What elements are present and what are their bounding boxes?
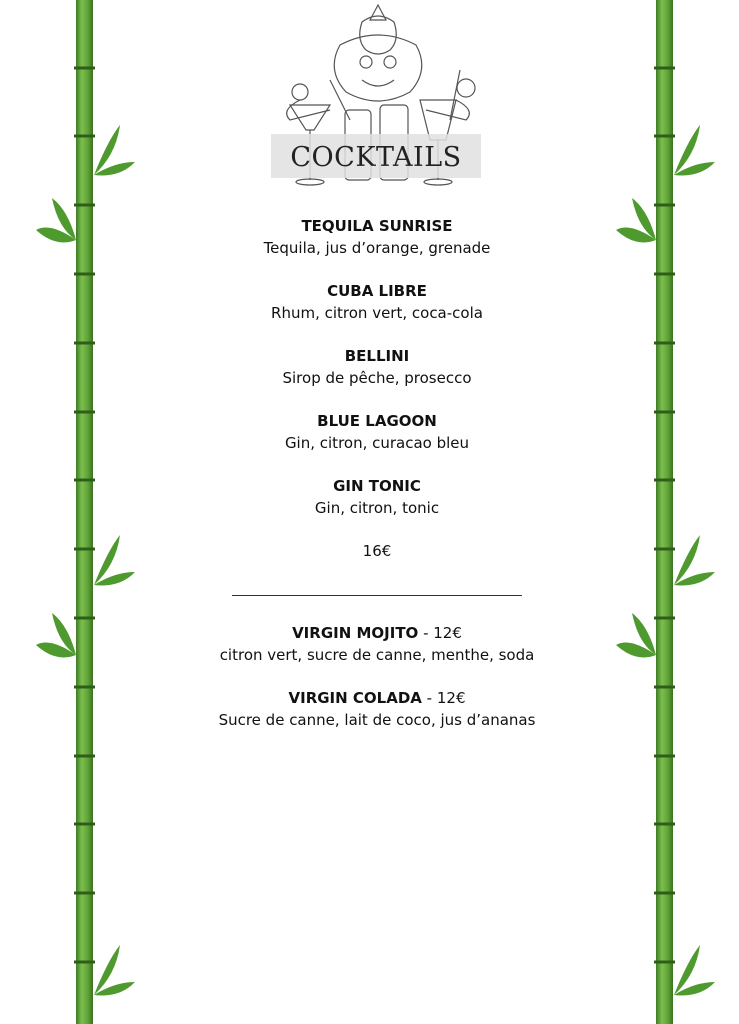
bamboo-left-decoration [20,0,140,1024]
menu-item [140,280,614,324]
item-name: GIN TONIC [333,477,421,495]
item-name: VIRGIN MOJITO [292,624,419,642]
item-description: Sucre de canne, lait de coco, jus d’ananas [218,711,536,729]
item-name: VIRGIN COLADA [288,689,422,707]
item-price: - 12€ [421,689,466,707]
virgin-cocktail-list [140,622,614,752]
menu-item [140,687,614,731]
item-description: Tequila, jus d’orange, grenade [263,239,491,257]
item-description: Rhum, citron vert, coca-cola [271,304,483,322]
menu-item [140,215,614,259]
menu-item [140,475,614,519]
section-divider [232,595,522,596]
menu-item [140,345,614,389]
item-name: TEQUILA SUNRISE [301,217,453,235]
item-name: BLUE LAGOON [317,412,437,430]
menu-item [140,410,614,454]
cocktail-list [140,215,614,562]
menu-item [140,622,614,666]
page-title: COCKTAILS [290,141,462,173]
item-description: citron vert, sucre de canne, menthe, soda [219,646,535,664]
item-description: Gin, citron, curacao bleu [284,434,470,452]
item-description: Sirop de pêche, prosecco [282,369,472,387]
item-name: BELLINI [344,347,410,365]
item-price: - 12€ [418,624,462,642]
item-heading [140,687,614,709]
item-description: Gin, citron, tonic [314,499,440,517]
item-heading [140,622,614,644]
bamboo-right-decoration [606,0,726,1024]
item-name: CUBA LIBRE [327,282,427,300]
title-banner [271,134,481,178]
cocktails-price: 16€ [362,542,392,560]
